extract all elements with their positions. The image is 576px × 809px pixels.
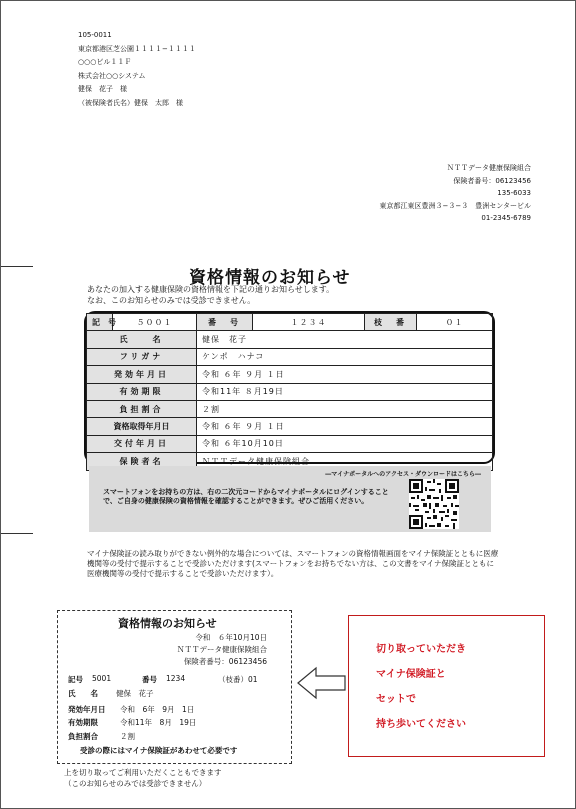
card-bango-label: 番号: [142, 675, 157, 684]
card-org: ＮＴＴデータ健康保険組合: [177, 645, 267, 654]
sender-org: ＮＴＴデータ健康保険組合: [447, 164, 531, 172]
recipient-building: ○○○ビル１１Ｆ: [78, 58, 132, 66]
sender-postal: 135-6033: [497, 189, 531, 197]
insurer-name-label: 保険者名: [87, 453, 197, 470]
card-effective-value: 令和 6年 9月 1日: [120, 705, 195, 714]
table-row: [87, 418, 493, 435]
cutout-note-1: 上を切り取ってご利用いただくこともできます: [64, 768, 222, 777]
issue-date-label: 交付年月日: [87, 435, 197, 452]
recipient-address: [78, 31, 196, 112]
copay-label: 負担割合: [87, 400, 197, 417]
edaban-value: ０１: [417, 314, 493, 331]
callout-line-1: 切り取っていただき: [376, 644, 466, 655]
mynaportal-title: ―マイナポータルへのアクセス・ダウンロードはこちら―: [325, 471, 481, 478]
card-expiry-value: 令和11年 8月 19日: [120, 718, 197, 727]
insurer-name-value: ＮＴＴデータ健康保険組合: [197, 453, 493, 470]
card-warning: 受診の際にはマイナ保険証があわせて必要です: [80, 746, 238, 755]
table-row: [87, 331, 493, 348]
table-row: [87, 435, 493, 452]
card-name-label: 氏 名: [68, 689, 98, 698]
card-effective-label: 発効年月日: [68, 705, 106, 714]
table-row: [87, 400, 493, 417]
callout-line-4: 持ち歩いてください: [376, 719, 466, 730]
furigana-value: ケンポ ハナコ: [197, 348, 493, 365]
sender-phone: 01-2345-6789: [481, 214, 531, 222]
name-label: 氏 名: [87, 331, 197, 348]
name-value: 健保 花子: [197, 331, 493, 348]
kigo-value: ５００１: [113, 314, 197, 331]
copay-value: ２割: [197, 400, 493, 417]
mynaportal-text: スマートフォンをお持ちの方は、右の二次元コードからマイナポータルにログインすることで、ご自身の健康保険の資格情報を確認することができます。ぜひご活用ください。: [103, 488, 389, 505]
card-copay-label: 負担割合: [68, 732, 98, 741]
table-row: [87, 348, 493, 365]
card-copay-value: ２割: [120, 732, 135, 741]
sender-insurer-no: 保険者番号：06123456: [453, 176, 531, 185]
card-title: 資格情報のお知らせ: [118, 617, 217, 630]
effective-date-value: 令和 ６年 ９月 １日: [197, 366, 493, 383]
table-row: [87, 366, 493, 383]
notice-intro-1: あなたの加入する健康保険の資格情報を下記の通りお知らせします。: [87, 285, 335, 294]
notice-title: 資格情報のお知らせ: [189, 268, 351, 288]
fold-mark-bottom: [1, 533, 33, 534]
recipient-company: 株式会社○○システム: [78, 71, 146, 80]
recipient-address-line: 東京都港区芝公園１１１１−１１１１: [78, 44, 196, 53]
card-date: 令和 ６年10月10日: [195, 633, 267, 642]
callout-line-2: マイナ保険証と: [376, 669, 446, 680]
table-row: [87, 383, 493, 400]
card-kigo-value: 5001: [92, 674, 112, 683]
detachable-card: [57, 610, 292, 764]
sender-address: 東京都江東区豊洲３−３−３ 豊洲センタービル: [379, 201, 531, 210]
exception-note: マイナ保険証の読み取りができない例外的な場合については、スマートフォンの資格情報画面をマイナ保険証とともに医療機関等の受付で提示することで受診いただけます(スマートフォンをお持ちでない方は、この文書をマイナ保険証とともに医療機関等の受付で提示することで受診いただけます）。: [87, 549, 499, 578]
card-expiry-label: 有効期限: [68, 718, 98, 727]
callout-line-3: セットで: [376, 694, 416, 705]
instruction-callout: [348, 615, 545, 757]
recipient-name: 健保 花子 様: [78, 85, 127, 93]
expiry-label: 有効期限: [87, 383, 197, 400]
cutout-note-2: （このお知らせのみでは受診できません）: [64, 779, 207, 788]
card-edaban: （枝番）01: [218, 675, 258, 684]
card-kigo-label: 記号: [68, 675, 83, 684]
mynaportal-box: [89, 466, 491, 532]
qr-code-icon[interactable]: [409, 479, 459, 529]
qualification-info-table: [84, 311, 495, 464]
card-bango-value: 1234: [166, 674, 186, 683]
insured-name: （被保険者氏名）健保 太郎 様: [78, 98, 183, 107]
edaban-label: 枝 番: [365, 314, 417, 331]
expiry-value: 令和11年 ８月19日: [197, 383, 493, 400]
recipient-postal: 105-0011: [78, 31, 112, 39]
bango-label: 番 号: [197, 314, 253, 331]
qualification-table: [86, 313, 493, 471]
sender-info: [380, 164, 531, 227]
bango-value: １２３４: [253, 314, 365, 331]
issue-date-value: 令和 ６年10月10日: [197, 435, 493, 452]
table-row-number: [87, 314, 493, 331]
furigana-label: フリガナ: [87, 348, 197, 365]
fold-mark-top: [1, 266, 33, 267]
notice-intro-2: なお、このお知らせのみでは受診できません。: [87, 296, 256, 305]
arrow-left-icon: [297, 666, 347, 700]
acquisition-date-value: 令和 ６年 ９月 １日: [197, 418, 493, 435]
kigo-label: 記 号: [87, 314, 113, 331]
card-insurer-no: 保険者番号：06123456: [183, 657, 267, 666]
acquisition-date-label: 資格取得年月日: [87, 418, 197, 435]
effective-date-label: 発効年月日: [87, 366, 197, 383]
card-name-value: 健保 花子: [116, 689, 154, 698]
